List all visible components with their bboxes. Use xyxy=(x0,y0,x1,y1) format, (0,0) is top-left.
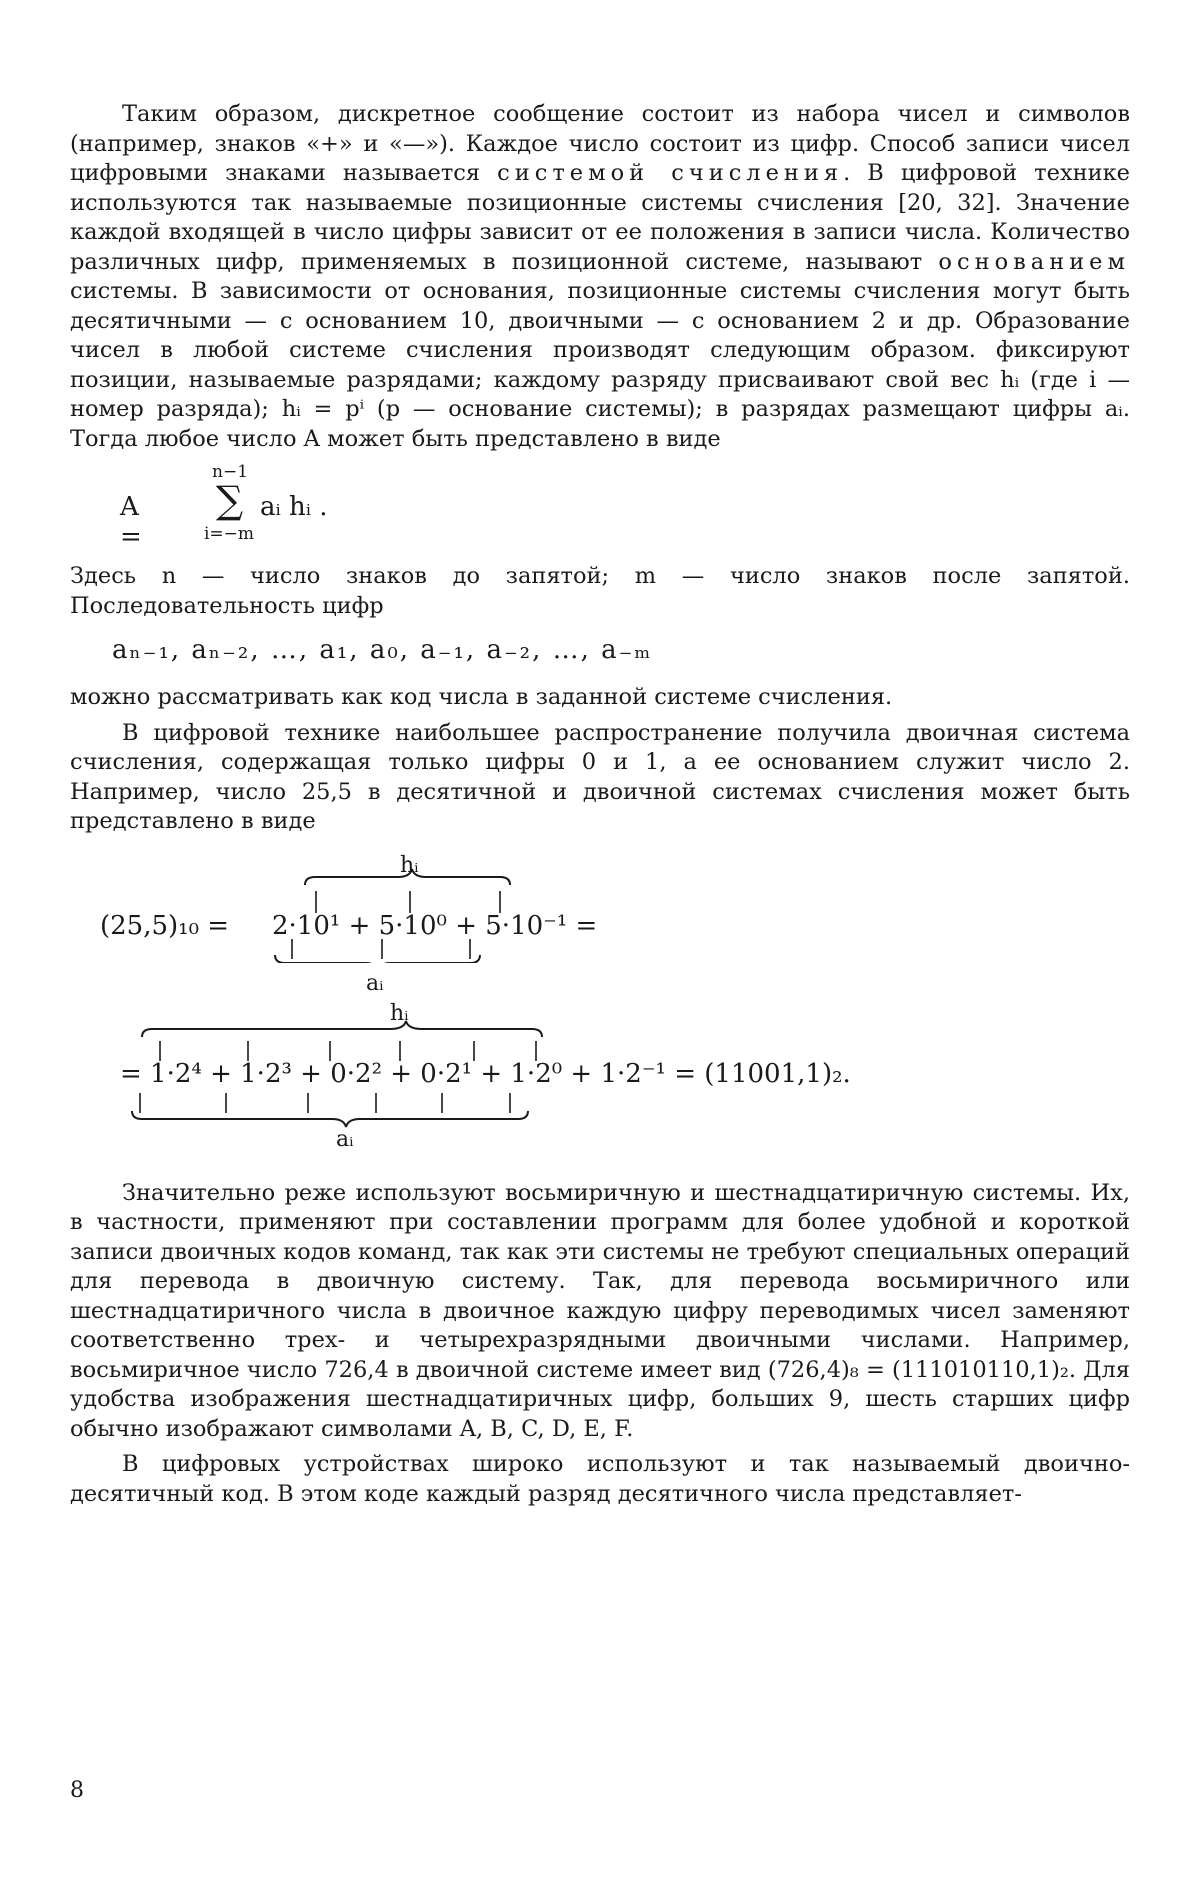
eq1-brace-top xyxy=(70,843,590,963)
eq1-label-bottom: aᵢ xyxy=(366,970,384,996)
paragraph-6: В цифровых устройствах широко используют и так называемый двоично-десятичный код. В этом коде каждый разряд десятичного числа представляет- xyxy=(70,1451,1130,1507)
sum-body: aᵢ hᵢ . xyxy=(260,492,328,522)
eq1-rhs: 2·10¹ + 5·10⁰ + 5·10⁻¹ = xyxy=(272,910,598,941)
equation-binary xyxy=(70,1001,1130,1161)
sum-bottom: i=−m xyxy=(204,524,255,544)
eq2-label-bottom: aᵢ xyxy=(336,1126,354,1152)
paragraph-5: Значительно реже используют восьмиричную и шестнадцатиричную системы. Их, в частности, применяют при составлении программ для более удобной и короткой записи двоичных кодов команд, так как эти системы не требуют специальных операций для перевода в двоичную систему. Так, для перевода восьмиричного или шестнадцатиричного числа в двоичное каждую цифру переводимых чисел заменяют соответственно трех- и четырехразрядными двоичными числами. Например, восьмиричное число 726,4 в двоичной системе имеет вид (726,4)₈ = (111010110,1)₂. Для удобства изображения шестнадцатиричных цифр, больших 9, шесть старших цифр обычно изображают символами A, B, C, D, E, F. xyxy=(70,1179,1130,1442)
digit-sequence: aₙ₋₁, aₙ₋₂, …, a₁, a₀, a₋₁, a₋₂, …, a₋ₘ xyxy=(112,635,653,665)
sum-top: n−1 xyxy=(212,462,249,482)
sigma-symbol: ∑ xyxy=(216,478,244,522)
paragraph-4: В цифровой технике наибольшее распространение получила двоичная система счисления, содержащая только цифры 0 и 1, а ее основанием служит число 2. Например, число 25,5 в десятичной и двоичной системах счисления может быть представлено в виде xyxy=(70,719,1130,834)
equation-decimal xyxy=(70,843,1130,996)
paragraph-3: можно рассматривать как код числа в заданной системе счисления. xyxy=(70,684,893,710)
page-number: 8 xyxy=(70,1778,84,1803)
eq2-label-top: hᵢ xyxy=(390,1000,409,1026)
term-base: основанием xyxy=(938,248,1131,275)
eq1-label-top: hᵢ xyxy=(400,852,419,878)
paragraph-1: Таким образом, дискретное сообщение состоит из набора чисел и символов (например, знаков «+» и «—»). Каждое число состоит из цифр. Способ записи чисел цифровыми знаками называется системой счисления. В цифровой технике используются так называемые позиционные системы счисления [20, 32]. Значение каждой входящей в число цифры зависит от ее положения в записи числа. Количество различных цифр, применяемых в позиционной системе, называют основанием системы. В зависимости от основания, позиционные системы счисления могут быть десятичными — с основанием 10, двоичными — с основанием 2 и др. Образование чисел в любой системе счисления производят следующим образом. фиксируют позиции, называемые разрядами; каждому разряду присваивают свой вес hᵢ (где i — номер разряда); hᵢ = pⁱ (p — основание системы); в разрядах размещают цифры aᵢ. Тогда любое число A может быть представлено в виде xyxy=(70,101,1131,452)
eq1-lhs: (25,5)₁₀ = xyxy=(100,910,230,941)
paragraph-2: Здесь n — число знаков до запятой; m — число знаков после запятой. Последовательность цифр xyxy=(70,563,1130,619)
eq2-rhs: = 1·2⁴ + 1·2³ + 0·2² + 0·2¹ + 1·2⁰ + 1·2⁻¹ = (11001,1)₂. xyxy=(120,1058,851,1089)
sum-formula xyxy=(70,462,1130,552)
term-number-system: системой счисления xyxy=(497,160,844,186)
page-body xyxy=(70,100,1130,1515)
formula-lhs: A = xyxy=(120,492,142,552)
